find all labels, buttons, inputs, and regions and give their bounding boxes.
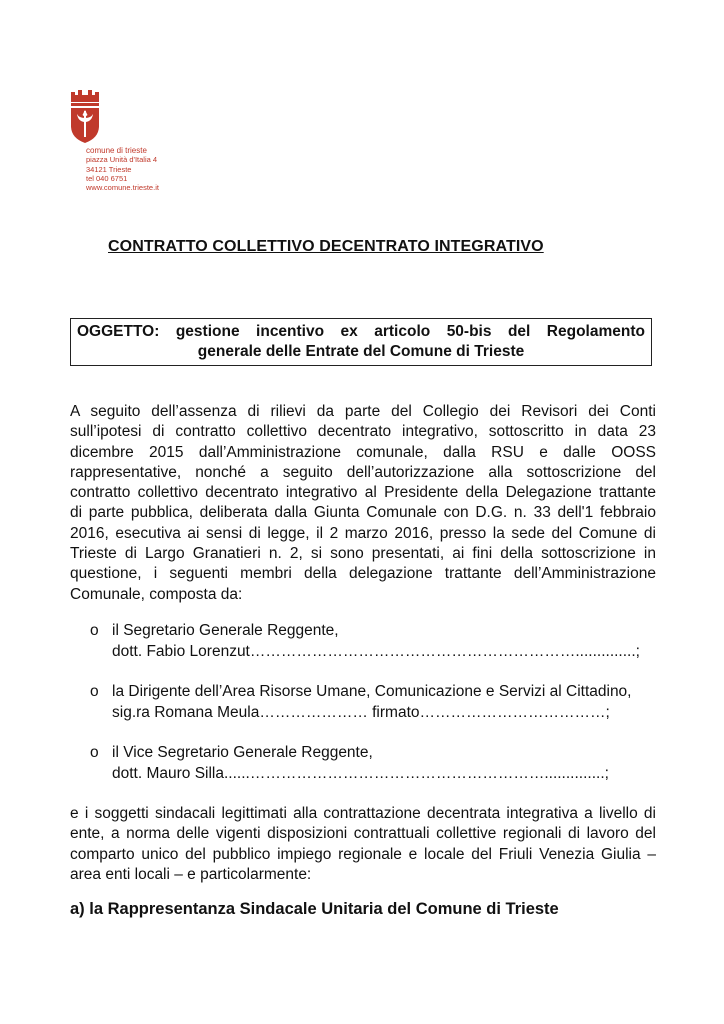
address-line-city: 34121 Trieste (86, 164, 132, 174)
bullet-icon: o (90, 744, 99, 761)
member-role: la Dirigente dell’Area Risorse Umane, Comunicazione e Servizi al Cittadino, (112, 683, 632, 700)
paragraph-line: A seguito dell’assenza di rilievi da parte del Collegio dei Revisori dei Conti (70, 403, 656, 420)
member-item-dirigente (90, 681, 632, 723)
subject-line-2: generale delle Entrate del Comune di Trieste (197, 343, 525, 360)
subject-box (70, 318, 652, 366)
paragraph-line: e i soggetti sindacali legittimati alla contrattazione decentrata integrativa a livello di (70, 805, 656, 822)
municipality-address (86, 146, 159, 192)
bullet-icon: o (90, 683, 99, 700)
member-signature-line: sig.ra Romana Meula………………… firmato………………………………; (112, 704, 610, 721)
paragraph-line: ente, a norma delle vigenti disposizioni contrattuali collettive regionali di lavoro del (70, 825, 656, 843)
paragraph-line: contratto collettivo decentrato integrativo al Presidente della Delegazione trattante (70, 484, 656, 502)
subject-line-1: OGGETTO: gestione incentivo ex articolo 50-bis del Regolamento (77, 323, 645, 340)
comune-di-trieste-logo (68, 88, 102, 144)
address-line-website: www.comune.trieste.it (86, 183, 159, 193)
member-signature-line: dott. Fabio Lorenzut………………………………………………………..............; (112, 643, 640, 660)
bullet-icon: o (90, 622, 99, 639)
member-role: il Vice Segretario Generale Reggente, (112, 744, 373, 761)
paragraph-line: comparto unico del pubblico impiego regionale e locale del Friuli Venezia Giulia – (70, 845, 656, 863)
paragraph-line: di parte pubblica, deliberata dalla Giunta Comunale con D.G. n. 33 dell'1 febbraio (70, 504, 656, 522)
member-item-vice-segretario (90, 742, 609, 784)
paragraph-line: Comunale, composta da: (70, 585, 243, 603)
member-role: il Segretario Generale Reggente, (112, 622, 339, 639)
intro-paragraph (70, 402, 656, 605)
paragraph-line: dicembre 2015 dall’Amministrazione comunale, dalla RSU e dalle OOSS (70, 443, 656, 461)
address-line-phone: tel 040 6751 (86, 173, 128, 183)
address-line-street: piazza Unità d'Italia 4 (86, 155, 158, 165)
member-item-segretario (90, 620, 640, 662)
section-heading-rsu: a) la Rappresentanza Sindacale Unitaria del Comune di Trieste (70, 900, 559, 918)
document-title: CONTRATTO COLLETTIVO DECENTRATO INTEGRATIVO (108, 238, 544, 255)
paragraph-line: questione, i seguenti membri della delegazione trattante dell’Amministrazione (70, 565, 656, 583)
paragraph-line: Trieste di Largo Granatieri n. 2, si sono presentati, ai fini della sottoscrizione in (70, 545, 656, 563)
paragraph-line: rappresentative, nonché a seguito dell’autorizzazione alla sottoscrizione del (70, 463, 656, 481)
paragraph-line: sull’ipotesi di contratto collettivo decentrato integrativo, sottoscritto in data 23 (70, 423, 656, 441)
member-signature-line: dott. Mauro Silla......…………………………………………………..............; (112, 765, 609, 782)
address-line-name: comune di trieste (86, 146, 147, 155)
union-paragraph (70, 804, 656, 885)
paragraph-line: 2016, esecutiva ai sensi di legge, il 2 marzo 2016, presso la sede del Comune di (70, 524, 656, 542)
paragraph-line: area enti locali – e particolarmente: (70, 865, 312, 883)
